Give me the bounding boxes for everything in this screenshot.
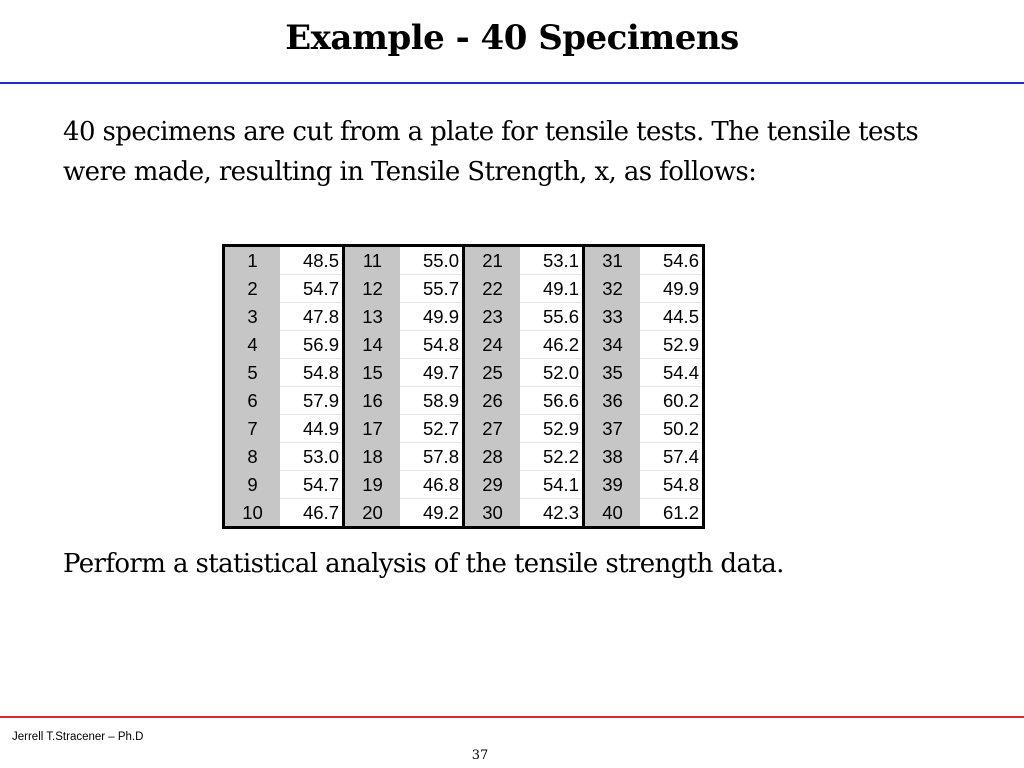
tensile-strength-cell: 52.7 (400, 415, 464, 443)
closing-paragraph: Perform a statistical analysis of the tensile strength data. (63, 549, 784, 579)
specimen-number-cell: 1 (224, 246, 281, 275)
specimen-number-cell: 40 (584, 499, 641, 528)
tensile-strength-cell: 46.2 (520, 331, 584, 359)
table-row (224, 387, 704, 415)
table-row (224, 359, 704, 387)
tensile-strength-cell: 56.6 (520, 387, 584, 415)
specimen-number-cell: 12 (344, 275, 401, 303)
footer-divider (0, 716, 1024, 718)
tensile-strength-cell: 47.8 (280, 303, 344, 331)
specimen-number-cell: 8 (224, 443, 281, 471)
footer-author: Jerrell T.Stracener – Ph.D (12, 731, 144, 743)
tensile-strength-cell: 54.7 (280, 275, 344, 303)
tensile-strength-cell: 54.8 (280, 359, 344, 387)
tensile-strength-cell: 60.2 (640, 387, 704, 415)
specimen-number-cell: 35 (584, 359, 641, 387)
page-number: 37 (471, 748, 489, 763)
specimen-number-cell: 39 (584, 471, 641, 499)
tensile-strength-cell: 46.8 (400, 471, 464, 499)
tensile-strength-cell: 52.2 (520, 443, 584, 471)
tensile-strength-cell: 44.9 (280, 415, 344, 443)
specimen-number-cell: 23 (464, 303, 521, 331)
tensile-strength-cell: 55.0 (400, 246, 464, 275)
specimen-number-cell: 32 (584, 275, 641, 303)
tensile-strength-cell: 53.1 (520, 246, 584, 275)
tensile-data-table (222, 244, 705, 529)
specimen-number-cell: 31 (584, 246, 641, 275)
table-row (224, 443, 704, 471)
specimen-number-cell: 16 (344, 387, 401, 415)
specimen-number-cell: 2 (224, 275, 281, 303)
slide-title: Example - 40 Specimens (285, 18, 739, 58)
tensile-strength-cell: 56.9 (280, 331, 344, 359)
table-row (224, 303, 704, 331)
tensile-strength-cell: 54.8 (400, 331, 464, 359)
tensile-strength-cell: 50.2 (640, 415, 704, 443)
specimen-number-cell: 14 (344, 331, 401, 359)
tensile-strength-cell: 57.9 (280, 387, 344, 415)
specimen-number-cell: 25 (464, 359, 521, 387)
tensile-strength-cell: 52.9 (640, 331, 704, 359)
tensile-strength-cell: 44.5 (640, 303, 704, 331)
tensile-strength-cell: 48.5 (280, 246, 344, 275)
specimen-number-cell: 9 (224, 471, 281, 499)
specimen-number-cell: 19 (344, 471, 401, 499)
tensile-strength-cell: 49.9 (400, 303, 464, 331)
specimen-number-cell: 22 (464, 275, 521, 303)
intro-paragraph: 40 specimens are cut from a plate for tensile tests. The tensile tests were made, resulting in Tensile Strength, x, as follows: (63, 117, 919, 187)
tensile-strength-cell: 57.4 (640, 443, 704, 471)
tensile-strength-cell: 54.4 (640, 359, 704, 387)
specimen-number-cell: 11 (344, 246, 401, 275)
tensile-strength-cell: 49.2 (400, 499, 464, 528)
tensile-strength-cell: 46.7 (280, 499, 344, 528)
table-row (224, 246, 704, 275)
tensile-strength-cell: 53.0 (280, 443, 344, 471)
specimen-number-cell: 4 (224, 331, 281, 359)
tensile-strength-cell: 54.1 (520, 471, 584, 499)
tensile-strength-cell: 49.1 (520, 275, 584, 303)
table-row (224, 415, 704, 443)
specimen-number-cell: 20 (344, 499, 401, 528)
specimen-number-cell: 37 (584, 415, 641, 443)
table-row (224, 499, 704, 528)
table-row (224, 471, 704, 499)
specimen-number-cell: 27 (464, 415, 521, 443)
tensile-strength-cell: 54.6 (640, 246, 704, 275)
specimen-number-cell: 5 (224, 359, 281, 387)
specimen-number-cell: 18 (344, 443, 401, 471)
tensile-strength-cell: 58.9 (400, 387, 464, 415)
specimen-number-cell: 17 (344, 415, 401, 443)
title-divider (0, 82, 1024, 84)
specimen-number-cell: 38 (584, 443, 641, 471)
specimen-number-cell: 33 (584, 303, 641, 331)
tensile-strength-cell: 49.7 (400, 359, 464, 387)
specimen-number-cell: 13 (344, 303, 401, 331)
table-row (224, 331, 704, 359)
table-row (224, 275, 704, 303)
specimen-number-cell: 36 (584, 387, 641, 415)
specimen-number-cell: 30 (464, 499, 521, 528)
tensile-strength-cell: 54.8 (640, 471, 704, 499)
specimen-number-cell: 3 (224, 303, 281, 331)
tensile-strength-cell: 52.0 (520, 359, 584, 387)
specimen-number-cell: 28 (464, 443, 521, 471)
specimen-number-cell: 7 (224, 415, 281, 443)
specimen-number-cell: 15 (344, 359, 401, 387)
tensile-strength-cell: 54.7 (280, 471, 344, 499)
tensile-strength-cell: 57.8 (400, 443, 464, 471)
specimen-number-cell: 21 (464, 246, 521, 275)
tensile-strength-cell: 55.6 (520, 303, 584, 331)
tensile-strength-cell: 49.9 (640, 275, 704, 303)
specimen-number-cell: 29 (464, 471, 521, 499)
specimen-number-cell: 34 (584, 331, 641, 359)
specimen-number-cell: 6 (224, 387, 281, 415)
specimen-number-cell: 24 (464, 331, 521, 359)
tensile-strength-cell: 52.9 (520, 415, 584, 443)
tensile-strength-cell: 42.3 (520, 499, 584, 528)
specimen-number-cell: 10 (224, 499, 281, 528)
tensile-strength-cell: 55.7 (400, 275, 464, 303)
specimen-number-cell: 26 (464, 387, 521, 415)
tensile-strength-cell: 61.2 (640, 499, 704, 528)
